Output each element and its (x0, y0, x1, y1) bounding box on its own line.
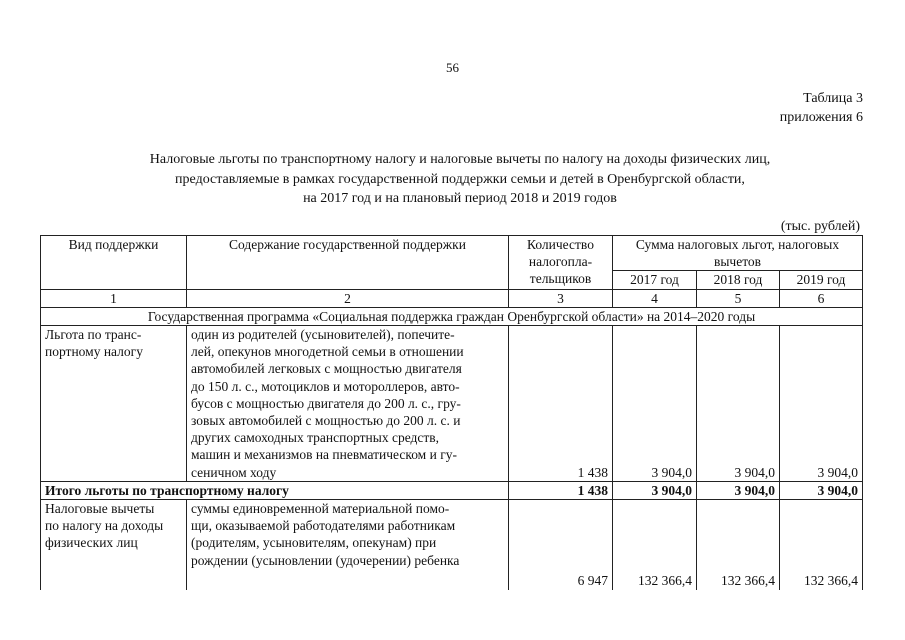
program-title: Государственная программа «Социальная поддержка граждан Оренбургской области» на 2014–2020 годы (41, 307, 863, 325)
program-row (41, 307, 863, 325)
total-count: 1 438 (509, 481, 613, 499)
value-2018: 3 904,0 (697, 326, 780, 482)
deduction-2018: 132 366,4 (697, 500, 780, 590)
header-type: Вид поддержки (41, 236, 187, 290)
taxpayer-count: 1 438 (509, 326, 613, 482)
support-type: Льгота по транс- портному налогу (41, 326, 187, 482)
total-label: Итого льготы по транспортному налогу (41, 481, 509, 499)
column-number-row (41, 289, 863, 307)
col-num-3: 3 (509, 289, 613, 307)
page-number: 56 (446, 60, 459, 75)
deduction-2019: 132 366,4 (780, 500, 863, 590)
header-content: Содержание государственной поддержки (187, 236, 509, 290)
table-reference-line1: Таблица 3 (803, 91, 863, 106)
deduction-type: Налоговые вычеты по налогу на доходы физических лиц (41, 500, 187, 590)
col-num-5: 5 (697, 289, 780, 307)
total-2018: 3 904,0 (697, 481, 780, 499)
deduction-2017: 132 366,4 (613, 500, 697, 590)
header-sum: Сумма налоговых льгот, налоговых вычетов (613, 236, 863, 271)
title-line3: на 2017 год и на плановый период 2018 и 2019 годов (303, 191, 617, 206)
col-num-6: 6 (780, 289, 863, 307)
units-label: (тыс. рублей) (780, 219, 860, 234)
document-title (60, 150, 860, 209)
col-num-2: 2 (187, 289, 509, 307)
header-2019: 2019 год (780, 271, 863, 289)
col-num-4: 4 (613, 289, 697, 307)
title-line2: предоставляемые в рамках государственной поддержки семьи и детей в Оренбургской области, (175, 171, 745, 187)
deduction-content: суммы единовременной материальной помо- щи, оказываемой работодателями работникам (родителям, усыновителям, опекунам) при рождении (усыновлении (удочерении) ребенка (187, 500, 509, 590)
value-2019: 3 904,0 (780, 326, 863, 482)
title-line1: Налоговые льготы по транспортному налогу и налоговые вычеты по налогу на доходы физических лиц, (149, 152, 771, 167)
table-row (41, 500, 863, 590)
header-2018: 2018 год (697, 271, 780, 289)
table-reference (780, 89, 863, 127)
header-row-1 (41, 236, 863, 271)
header-count: Количество налогопла-тельщиков (509, 236, 613, 290)
total-row (41, 481, 863, 499)
total-2017: 3 904,0 (613, 481, 697, 499)
header-2017: 2017 год (613, 271, 697, 289)
deduction-count: 6 947 (509, 500, 613, 590)
table-reference-line2: приложения 6 (779, 110, 863, 125)
benefits-table (40, 235, 863, 590)
table-row (41, 326, 863, 482)
col-num-1: 1 (41, 289, 187, 307)
total-2019: 3 904,0 (780, 481, 863, 499)
support-content: один из родителей (усыновителей), попечите- лей, опекунов многодетной семьи в отношении автомобилей легковых с мощностью двигателя до 150 л. с., мотоциклов и мотороллеров, авто- бусов с мощностью двигателя до 200 л. с., гру- зовых автомобилей с мощностью до 200 л. с. и других самоходных транспортных средств, машин и механизмов на пневматическом и гу- сеничном ходу (187, 326, 509, 482)
value-2017: 3 904,0 (613, 326, 697, 482)
